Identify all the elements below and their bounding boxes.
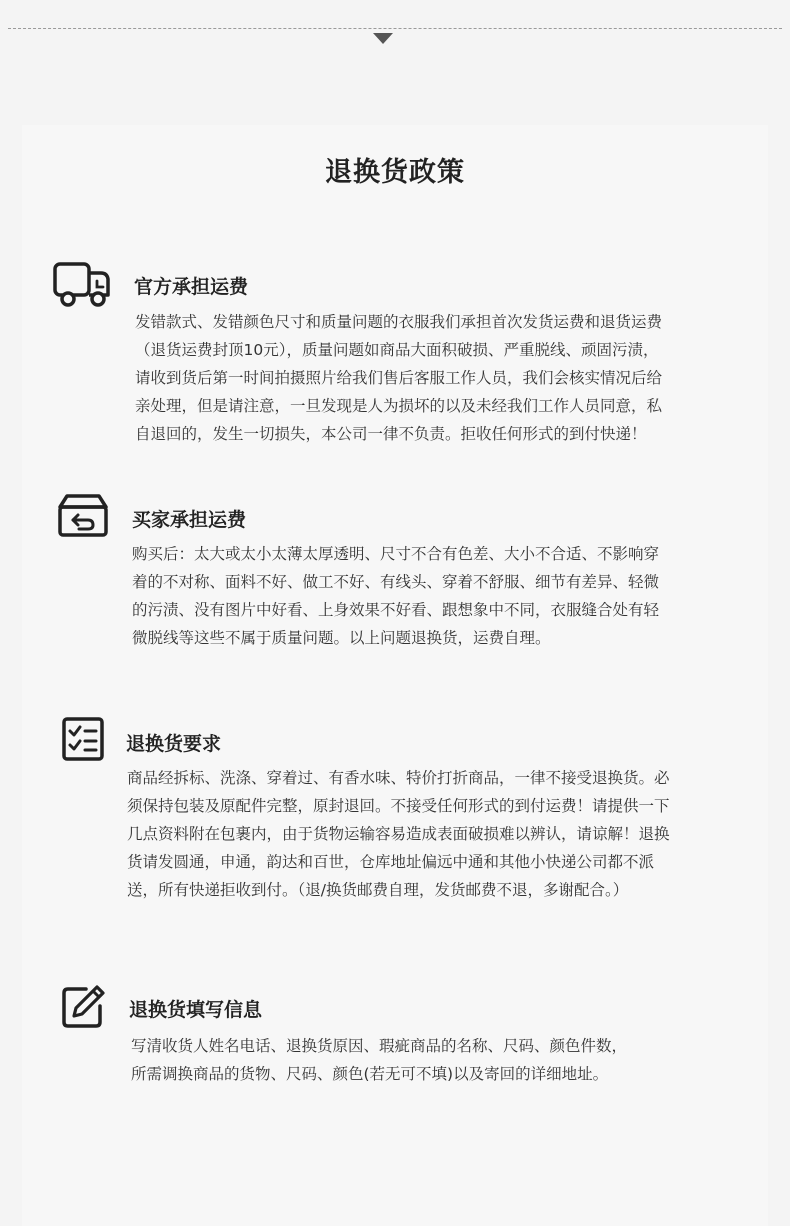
section-line: 着的不对称、面料不好、做工不好、有线头、穿着不舒服、细节有差异、轻微	[132, 573, 660, 591]
section-line: 货请发圆通，申通，韵达和百世，仓库地址偏远中通和其他小快递公司都不派	[127, 853, 655, 871]
section-line: 须保持包装及原配件完整，原封退回。不接受任何形式的到付运费！请提供一下	[127, 797, 670, 815]
section-line: 请收到货后第一时间拍摄照片给我们售后客服工作人员，我们会核实情况后给	[135, 369, 663, 387]
section-line: （退货运费封顶10元），质量问题如商品大面积破损、严重脱线、顽固污渍，	[135, 341, 659, 359]
section-body	[127, 764, 670, 904]
checklist-icon	[62, 717, 104, 761]
dashed-divider	[8, 28, 782, 29]
page-title: 退换货政策	[325, 157, 465, 188]
section-line: 的污渍、没有图片中好看、上身效果不好看、跟想象中不同，衣服缝合处有轻	[132, 601, 660, 619]
section-line: 几点资料附在包裹内，由于货物运输容易造成表面破损难以辨认，请谅解！退换	[127, 825, 670, 843]
section-line: 送，所有快递拒收到付。（退/换货邮费自理，发货邮费不退，多谢配合。）	[127, 881, 629, 899]
section-body	[132, 540, 659, 652]
section-line: 发错款式、发错颜色尺寸和质量问题的衣服我们承担首次发货运费和退货运费	[135, 313, 663, 331]
section-line: 所需调换商品的货物、尺码、颜色(若无可不填)以及寄回的详细地址。	[131, 1065, 609, 1083]
section-body	[135, 308, 662, 448]
down-arrow-icon	[373, 33, 393, 44]
edit-pencil-icon	[60, 984, 106, 1030]
return-box-icon	[57, 493, 109, 537]
section-line: 商品经拆标、洗涤、穿着过、有香水味、特价打折商品，一律不接受退换货。必	[127, 769, 670, 787]
section-title: 退换货要求	[126, 733, 222, 755]
section-line: 自退回的，发生一切损失，本公司一律不负责。拒收任何形式的到付快递！	[135, 425, 647, 443]
section-line: 亲处理，但是请注意，一旦发现是人为损坏的以及未经我们工作人员同意，私	[135, 397, 663, 415]
section-line: 购买后：太大或太小太薄太厚透明、尺寸不合有色差、大小不合适、不影响穿	[132, 545, 660, 563]
section-body	[131, 1032, 627, 1088]
section-line: 写清收货人姓名电话、退换货原因、瑕疵商品的名称、尺码、颜色件数，	[131, 1037, 628, 1055]
section-title: 买家承担运费	[132, 509, 247, 531]
delivery-truck-icon	[53, 261, 113, 307]
section-title: 官方承担运费	[134, 276, 249, 298]
section-line: 微脱线等这些不属于质量问题。以上问题退换货，运费自理。	[132, 629, 551, 647]
section-title: 退换货填写信息	[129, 999, 263, 1021]
